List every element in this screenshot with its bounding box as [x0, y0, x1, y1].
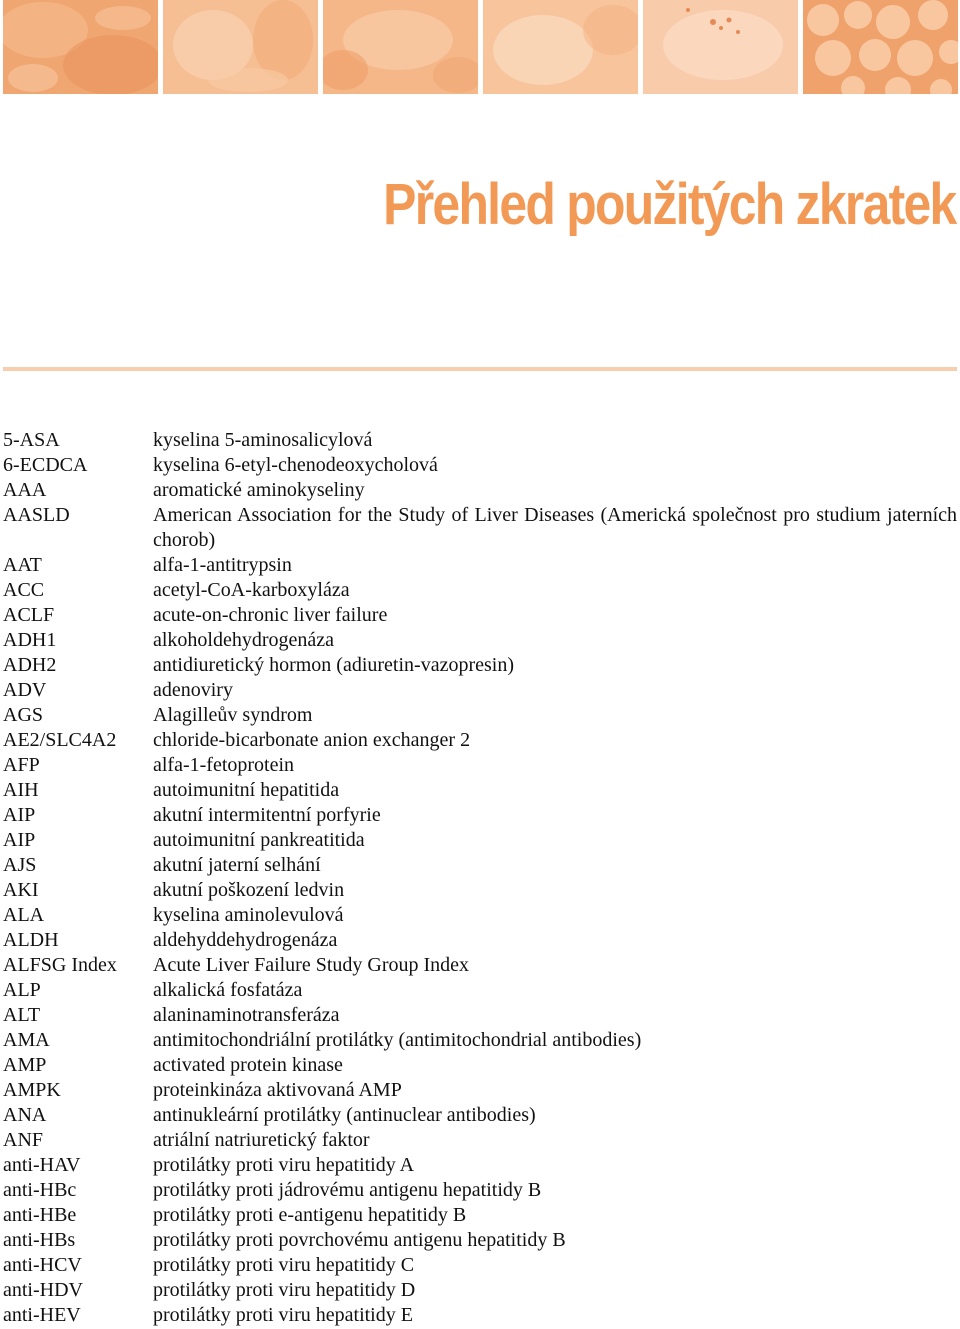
definition: protilátky proti viru hepatitidy E	[153, 1304, 413, 1326]
abbreviation: AGS	[3, 704, 44, 726]
abbreviation: AMA	[3, 1029, 50, 1051]
abbreviation: AJS	[3, 854, 37, 876]
abbreviation: ACC	[3, 579, 45, 601]
abbreviation: ADV	[3, 679, 47, 701]
definition: protilátky proti e-antigenu hepatitidy B	[153, 1204, 467, 1226]
definition: kyselina aminolevulová	[153, 904, 344, 926]
definition: protilátky proti viru hepatitidy A	[153, 1154, 415, 1176]
definition: protilátky proti viru hepatitidy C	[153, 1254, 415, 1276]
header-image-banner	[0, 0, 960, 96]
abbreviation: anti-HEV	[3, 1304, 81, 1326]
abbreviation: AMPK	[3, 1079, 61, 1101]
list-item	[3, 953, 957, 978]
abbreviation: 6-ECDCA	[3, 454, 88, 476]
definition: aromatické aminokyseliny	[153, 479, 365, 501]
histology-image	[483, 0, 638, 94]
abbreviation: AAT	[3, 554, 42, 576]
list-item	[3, 1103, 957, 1128]
definition: akutní intermitentní porfyrie	[153, 804, 381, 826]
list-item	[3, 903, 957, 928]
abbreviation: ANA	[3, 1104, 47, 1126]
abbreviation: ALFSG Index	[3, 954, 117, 976]
list-item	[3, 1053, 957, 1078]
definition: kyselina 5-aminosalicylová	[153, 429, 373, 451]
list-item	[3, 1303, 957, 1328]
definition: akutní jaterní selhání	[153, 854, 321, 876]
definition: alaninaminotransferáza	[153, 1004, 340, 1026]
definition: acetyl-CoA-karboxyláza	[153, 579, 350, 601]
histology-image	[3, 0, 158, 94]
abbreviation: AIH	[3, 779, 39, 801]
definition: alfa-1-antitrypsin	[153, 554, 292, 576]
definition: Alagilleův syndrom	[153, 704, 313, 726]
definition: protilátky proti jádrovému antigenu hepatitidy B	[153, 1179, 542, 1201]
definition: antidiuretický hormon (adiuretin-vazopresin)	[153, 654, 514, 676]
abbreviation: ANF	[3, 1129, 44, 1151]
histology-image	[323, 0, 478, 94]
definition: autoimunitní pankreatitida	[153, 829, 365, 851]
abbreviation: AAA	[3, 479, 47, 501]
definition: activated protein kinase	[153, 1054, 343, 1076]
definition: Acute Liver Failure Study Group Index	[153, 954, 470, 976]
page-title: Přehled použitých zkratek	[383, 172, 956, 237]
list-item	[3, 753, 957, 778]
abbreviation: AFP	[3, 754, 40, 776]
abbreviation: ADH1	[3, 629, 57, 651]
list-item	[3, 478, 957, 503]
list-item	[3, 603, 957, 628]
abbreviation: AIP	[3, 804, 36, 826]
abbreviation-list	[3, 428, 957, 1328]
abbreviation: ALP	[3, 979, 41, 1001]
list-item	[3, 1028, 957, 1053]
list-item	[3, 828, 957, 853]
definition: protilátky proti povrchovému antigenu hepatitidy B	[153, 1229, 566, 1251]
list-item	[3, 728, 957, 753]
abbreviation: ALT	[3, 1004, 41, 1026]
abbreviation: ADH2	[3, 654, 57, 676]
abbreviation: anti-HCV	[3, 1254, 82, 1276]
list-item	[3, 853, 957, 878]
definition: alkalická fosfatáza	[153, 979, 303, 1001]
list-item	[3, 1003, 957, 1028]
list-item	[3, 1178, 957, 1203]
list-item	[3, 878, 957, 903]
definition: alfa-1-fetoprotein	[153, 754, 295, 776]
abbreviation: anti-HBe	[3, 1204, 77, 1226]
list-item	[3, 1203, 957, 1228]
definition: akutní poškození ledvin	[153, 879, 345, 901]
list-item	[3, 1078, 957, 1103]
list-item	[3, 578, 957, 603]
abbreviation: AASLD	[3, 504, 70, 526]
abbreviation: AMP	[3, 1054, 47, 1076]
abbreviation: AE2/SLC4A2	[3, 729, 117, 751]
definition: adenoviry	[153, 679, 233, 701]
definition: antinukleární protilátky (antinuclear antibodies)	[153, 1104, 536, 1126]
list-item	[3, 503, 957, 553]
abbreviation: AKI	[3, 879, 39, 901]
list-item	[3, 928, 957, 953]
list-item	[3, 1278, 957, 1303]
definition: antimitochondriální protilátky (antimitochondrial antibodies)	[153, 1029, 642, 1051]
divider	[3, 367, 957, 371]
abbreviation: anti-HBc	[3, 1179, 77, 1201]
list-item	[3, 1253, 957, 1278]
definition: acute-on-chronic liver failure	[153, 604, 388, 626]
definition: alkoholdehydrogenáza	[153, 629, 335, 651]
abbreviation: 5-ASA	[3, 429, 60, 451]
definition: atriální natriuretický faktor	[153, 1129, 370, 1151]
list-item	[3, 628, 957, 653]
list-item	[3, 1228, 957, 1253]
histology-image	[163, 0, 318, 94]
list-item	[3, 678, 957, 703]
list-item	[3, 1128, 957, 1153]
histology-image	[803, 0, 958, 94]
list-item	[3, 978, 957, 1003]
definition: autoimunitní hepatitida	[153, 779, 340, 801]
definition: kyselina 6-etyl-chenodeoxycholová	[153, 454, 438, 476]
abbreviation: anti-HDV	[3, 1279, 83, 1301]
list-item	[3, 1153, 957, 1178]
definition: proteinkináza aktivovaná AMP	[153, 1079, 402, 1101]
abbreviation: anti-HBs	[3, 1229, 76, 1251]
definition: protilátky proti viru hepatitidy D	[153, 1279, 416, 1301]
list-item	[3, 653, 957, 678]
list-item	[3, 778, 957, 803]
list-item	[3, 703, 957, 728]
list-item	[3, 453, 957, 478]
abbreviation: ACLF	[3, 604, 55, 626]
definition: chloride-bicarbonate anion exchanger 2	[153, 729, 471, 751]
histology-image	[643, 0, 798, 94]
definition: aldehyddehydrogenáza	[153, 929, 338, 951]
list-item	[3, 803, 957, 828]
list-item	[3, 553, 957, 578]
list-item	[3, 428, 957, 453]
definition: American Association for the Study of Liver Diseases (Americká společnost pro studium jaterních chorob)	[153, 504, 957, 551]
abbreviation: ALA	[3, 904, 45, 926]
abbreviation: anti-HAV	[3, 1154, 81, 1176]
abbreviation: ALDH	[3, 929, 59, 951]
abbreviation: AIP	[3, 829, 36, 851]
